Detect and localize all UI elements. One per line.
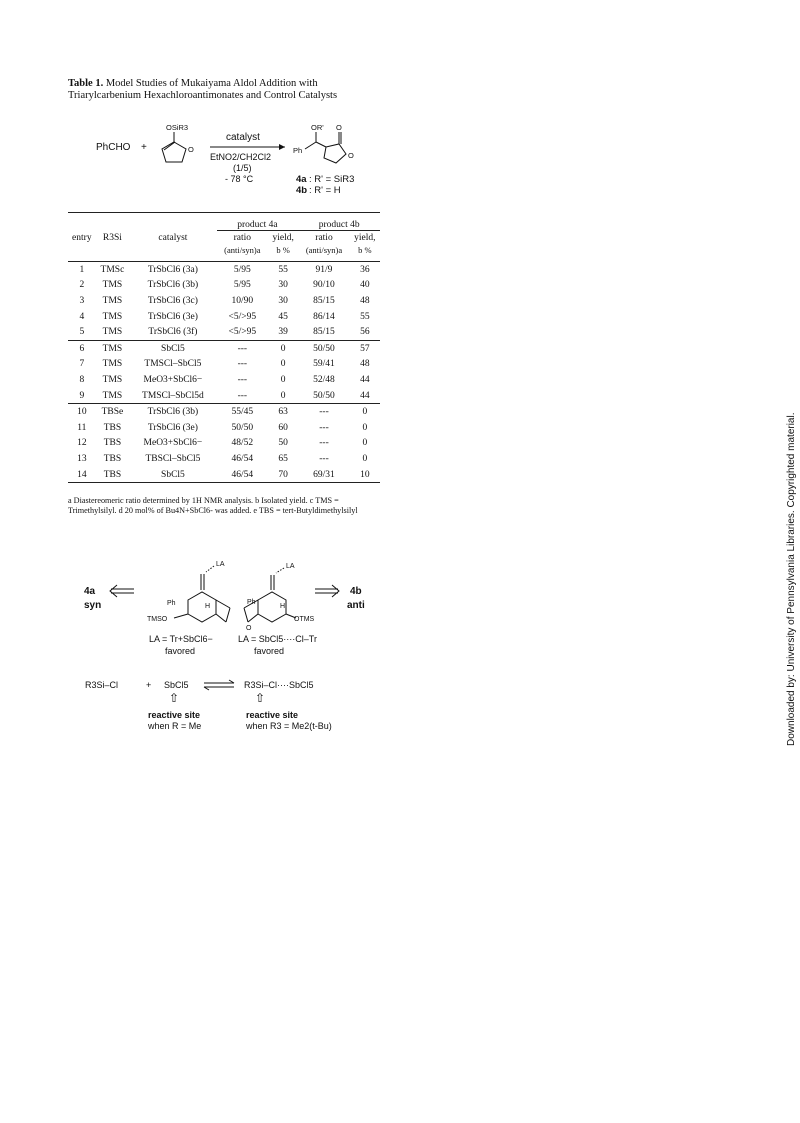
- when-2: when R3 = Me2(t-Bu): [246, 721, 332, 731]
- arrow-left: [110, 585, 134, 597]
- sub-ratio-4b: (anti/syn)a: [305, 245, 343, 255]
- cell-r3si: TMS: [102, 343, 123, 354]
- table-row: [68, 404, 380, 420]
- la-right: LA: [286, 563, 295, 570]
- mech-label-4b: 4b: [350, 586, 362, 597]
- cell-ratio-4b: 52/48: [313, 374, 335, 385]
- product-ph: Ph: [293, 146, 303, 155]
- cell-yield-4a: 45: [278, 311, 288, 322]
- equilibrium-arrows: [204, 680, 234, 690]
- group-header-4a: product 4a: [217, 213, 299, 231]
- cell-entry: 4: [79, 311, 85, 322]
- cell-yield-4a: 70: [278, 469, 288, 480]
- cell-r3si: TBS: [103, 469, 122, 480]
- cell-ratio-4a: ---: [237, 390, 248, 401]
- cell-catalyst: TrSbCl6 (3b): [147, 280, 199, 291]
- tmso-left: TMSO: [147, 616, 168, 623]
- eq-sbcl5: SbCl5: [164, 680, 189, 690]
- up-arrow-left: ⇧: [169, 691, 180, 705]
- col-catalyst: catalyst: [158, 232, 188, 243]
- cell-entry: 1: [79, 264, 85, 275]
- cell-entry: 11: [77, 422, 87, 433]
- la-def-left: LA = Tr+SbCl6−: [149, 634, 213, 644]
- cell-yield-4b: 44: [360, 390, 370, 401]
- otms-right: OTMS: [294, 616, 315, 623]
- cell-ratio-4a: 5/95: [233, 264, 251, 275]
- cell-r3si: TBSe: [101, 407, 124, 418]
- silyl-label: OSiR3: [166, 123, 189, 132]
- label-4a-text: : R' = SiR3: [309, 174, 355, 185]
- cell-ratio-4b: 50/50: [313, 390, 335, 401]
- cell-catalyst: SbCl5: [161, 469, 185, 480]
- cell-yield-4b: 10: [360, 469, 370, 480]
- cell-catalyst: TrSbCl6 (3e): [147, 422, 198, 433]
- cell-catalyst: TrSbCl6 (3e): [147, 311, 198, 322]
- results-table: [68, 212, 380, 483]
- table-label: Table 1.: [68, 78, 104, 89]
- cell-ratio-4b: 90/10: [313, 280, 335, 291]
- arrow-bottom-3: - 78 °C: [225, 174, 254, 184]
- column-header-row: [68, 231, 380, 246]
- table-row: [68, 324, 380, 340]
- up-arrow-right: ⇧: [255, 691, 266, 705]
- cell-yield-4b: 48: [360, 295, 370, 306]
- ph-right: Ph: [247, 599, 256, 606]
- cell-entry: 8: [79, 374, 85, 385]
- table-row: [68, 420, 380, 436]
- cell-catalyst: SbCl5: [161, 343, 185, 354]
- when-1: when R = Me: [148, 721, 202, 731]
- reactive-site-1: reactive site: [148, 710, 201, 720]
- cell-yield-4a: 63: [278, 407, 288, 418]
- cell-ratio-4b: ---: [319, 407, 329, 418]
- h-left: H: [205, 603, 211, 610]
- cell-ratio-4b: ---: [319, 453, 329, 464]
- cell-ratio-4a: ---: [237, 359, 248, 370]
- group-header-4b: product 4b: [298, 213, 380, 231]
- cell-r3si: TBS: [103, 438, 122, 449]
- col-yield-4b: yield,: [354, 233, 376, 243]
- ts-right: [244, 568, 296, 622]
- sub-yield-4b: b %: [358, 245, 372, 255]
- cell-ratio-4a: 10/90: [231, 295, 254, 306]
- table-row: [68, 340, 380, 356]
- mech-syn: syn: [84, 600, 102, 611]
- reactant-label: PhCHO: [96, 142, 131, 153]
- cell-yield-4b: 36: [360, 264, 370, 275]
- cell-entry: 14: [77, 469, 87, 480]
- table-caption: [68, 78, 383, 102]
- cell-ratio-4a: <5/>95: [228, 311, 257, 322]
- cell-yield-4a: 0: [280, 343, 286, 354]
- subheader-row: [68, 245, 380, 262]
- group-header-row: [68, 213, 380, 231]
- cell-entry: 6: [79, 343, 85, 354]
- sub-yield-4a: b %: [276, 245, 290, 255]
- mech-anti: anti: [347, 600, 365, 611]
- cell-entry: 7: [79, 359, 85, 370]
- product-or: OR': [311, 123, 324, 132]
- label-4b-text: : R' = H: [309, 185, 341, 196]
- table-row: [68, 278, 380, 294]
- plus-sign: +: [141, 142, 147, 153]
- cell-entry: 13: [77, 453, 87, 464]
- label-4b: 4b: [296, 185, 308, 196]
- arrow-top: catalyst: [226, 132, 260, 143]
- download-notice: [770, 376, 800, 746]
- cell-yield-4a: 60: [278, 422, 288, 433]
- table-row: [68, 388, 380, 404]
- cell-ratio-4a: 5/95: [233, 280, 251, 291]
- cell-r3si: TMS: [102, 295, 123, 306]
- table-row: [68, 262, 380, 278]
- eq-plus: +: [146, 680, 152, 690]
- mech-label-4a: 4a: [84, 586, 96, 597]
- cell-entry: 2: [79, 280, 85, 291]
- cell-yield-4a: 0: [280, 359, 286, 370]
- cell-entry: 9: [79, 390, 85, 401]
- col-yield-4a: yield,: [272, 233, 294, 243]
- table-row: [68, 357, 380, 373]
- cell-catalyst: TBSCl–SbCl5: [145, 453, 201, 464]
- cell-entry: 3: [79, 295, 85, 306]
- table-row: [68, 293, 380, 309]
- cell-yield-4a: 55: [278, 264, 288, 275]
- eq-right: R3Si–Cl····SbCl5: [244, 680, 314, 690]
- sub-ratio-4a: (anti/syn)a: [224, 245, 261, 255]
- cell-entry: 5: [79, 327, 85, 338]
- table-body: [68, 262, 380, 483]
- cell-entry: 10: [77, 407, 87, 418]
- cell-yield-4a: 30: [278, 295, 288, 306]
- favored-left: favored: [165, 646, 196, 656]
- cell-r3si: TMS: [102, 280, 123, 291]
- table-title: Model Studies of Mukaiyama Aldol Addition with Triarylcarbenium Hexachloroantimonates and Control Catalysts: [68, 78, 338, 101]
- cell-ratio-4b: ---: [319, 422, 329, 433]
- cell-yield-4a: 65: [278, 453, 288, 464]
- table-row: [68, 372, 380, 388]
- cell-yield-4a: 0: [280, 390, 286, 401]
- h-right: H: [280, 603, 286, 610]
- cell-r3si: TMSc: [100, 264, 125, 275]
- cell-catalyst: MeO3+SbCl6−: [143, 374, 203, 385]
- cell-yield-4b: 0: [362, 453, 368, 464]
- cell-r3si: TMS: [102, 327, 123, 338]
- cell-catalyst: TrSbCl6 (3b): [147, 407, 199, 418]
- cell-yield-4b: 55: [360, 311, 370, 322]
- product-o: O: [336, 123, 342, 132]
- table-row: [68, 467, 380, 483]
- table-row: [68, 451, 380, 467]
- col-ratio-4a: ratio: [233, 233, 252, 243]
- product-ring-o: O: [348, 151, 354, 160]
- cell-catalyst: TMSCl–SbCl5: [144, 359, 202, 370]
- cell-yield-4b: 57: [360, 343, 370, 354]
- cell-ratio-4a: <5/>95: [228, 327, 257, 338]
- cell-yield-4a: 30: [278, 280, 288, 291]
- cell-entry: 12: [77, 438, 87, 449]
- cell-ratio-4b: 69/31: [313, 469, 335, 480]
- mechanism-figure: [68, 556, 386, 736]
- label-4a: 4a: [296, 174, 307, 185]
- product-ring: [305, 132, 346, 163]
- cell-ratio-4a: 46/54: [231, 469, 254, 480]
- cell-yield-4a: 39: [278, 327, 288, 338]
- cell-yield-4b: 0: [362, 422, 368, 433]
- cell-catalyst: TrSbCl6 (3a): [147, 264, 198, 275]
- cell-yield-4b: 56: [360, 327, 370, 338]
- ph-left: Ph: [167, 600, 176, 607]
- favored-right: favored: [254, 646, 285, 656]
- cell-catalyst: TrSbCl6 (3f): [148, 327, 198, 338]
- cell-ratio-4b: 85/15: [313, 295, 335, 306]
- eq-left: R3Si–Cl: [85, 680, 119, 690]
- cell-yield-4b: 48: [360, 359, 370, 370]
- ts-left: [174, 566, 230, 622]
- cell-ratio-4a: 46/54: [231, 453, 254, 464]
- cell-ratio-4b: 50/50: [313, 343, 335, 354]
- download-notice-text: Downloaded by: University of Pennsylvania Libraries. Copyrighted material.: [786, 412, 797, 746]
- table-row: [68, 309, 380, 325]
- cell-yield-4b: 0: [362, 407, 368, 418]
- cell-ratio-4a: 55/45: [231, 407, 254, 418]
- cell-r3si: TMS: [102, 374, 123, 385]
- cell-ratio-4b: 59/41: [313, 359, 335, 370]
- arrow-bottom-1: EtNO2/CH2Cl2: [210, 152, 272, 162]
- cell-ratio-4b: 85/15: [313, 327, 335, 338]
- o-right: O: [246, 625, 252, 632]
- cell-yield-4b: 40: [360, 280, 370, 291]
- cell-ratio-4a: ---: [237, 343, 248, 354]
- reactive-site-2: reactive site: [246, 710, 299, 720]
- cell-ratio-4b: 91/9: [315, 264, 333, 275]
- la-left: LA: [216, 561, 225, 568]
- table-row: [68, 436, 380, 452]
- arrow-bottom-2: (1/5): [233, 163, 252, 173]
- cell-catalyst: TMSCl–SbCl5d: [142, 390, 204, 401]
- cell-ratio-4b: 86/14: [313, 311, 335, 322]
- cell-catalyst: TrSbCl6 (3c): [147, 295, 198, 306]
- reaction-scheme: [68, 120, 383, 212]
- cell-yield-4b: 44: [360, 374, 370, 385]
- cell-r3si: TBS: [103, 453, 122, 464]
- arrow-right: [315, 585, 339, 597]
- furan-ring: [162, 132, 186, 162]
- cell-ratio-4a: 48/52: [231, 438, 254, 449]
- cell-yield-4a: 0: [280, 374, 286, 385]
- cell-yield-4b: 0: [362, 438, 368, 449]
- la-def-right: LA = SbCl5····Cl–Tr: [238, 634, 317, 644]
- ring-o: O: [188, 145, 194, 154]
- cell-yield-4a: 50: [278, 438, 288, 449]
- cell-ratio-4a: 50/50: [231, 422, 254, 433]
- col-ratio-4b: ratio: [315, 233, 333, 243]
- cell-r3si: TBS: [103, 422, 122, 433]
- cell-catalyst: MeO3+SbCl6−: [143, 438, 203, 449]
- table-footnote: a Diastereomeric ratio determined by 1H NMR analysis. b Isolated yield. c TMS = Trimethylsilyl. d 20 mol% of Bu4N+SbCl6- was added. e TBS = tert-Butyldimethylsilyl: [68, 496, 358, 515]
- cell-r3si: TMS: [102, 359, 123, 370]
- cell-ratio-4a: ---: [237, 374, 248, 385]
- col-entry: entry: [72, 232, 92, 243]
- cell-ratio-4b: ---: [319, 438, 329, 449]
- cell-r3si: TMS: [102, 390, 123, 401]
- cell-r3si: TMS: [102, 311, 123, 322]
- col-r3si: R3Si: [102, 232, 122, 243]
